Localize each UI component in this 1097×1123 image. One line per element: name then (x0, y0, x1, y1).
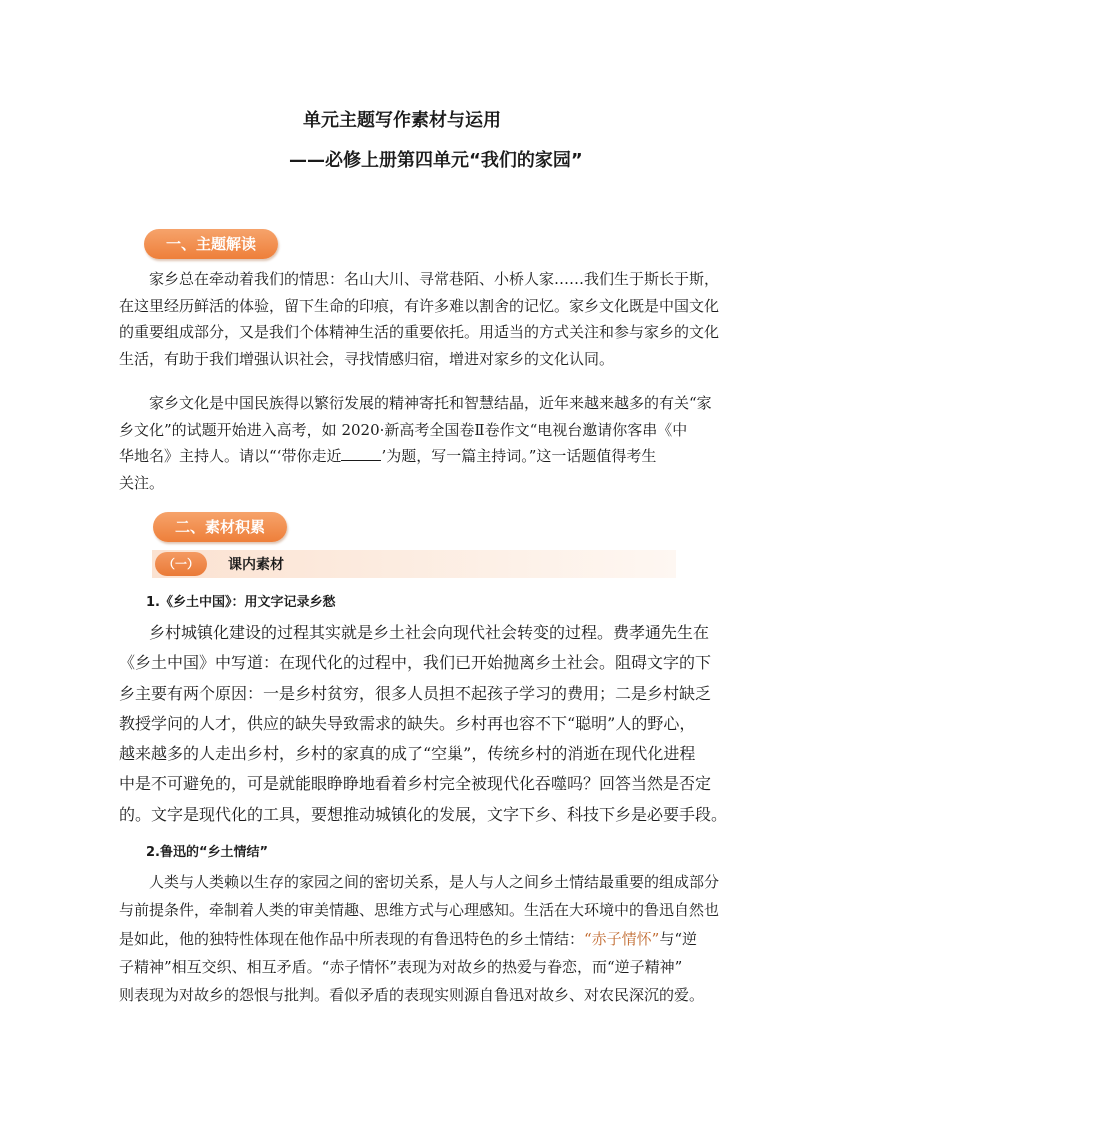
text-line: 关注。 (119, 474, 165, 493)
text-line: 则表现为对故乡的怨恨与批判。看似矛盾的表现实则源自鲁迅对故乡、对农民深沉的爱。 (119, 986, 705, 1005)
text-line: 人类与人类赖以生存的家园之间的密切关系，是人与人之间乡土情结最重要的组成部分 (149, 873, 720, 891)
text-line: 在这里经历鲜活的体验，留下生命的印痕，有许多难以割舍的记忆。家乡文化既是中国文化 (119, 296, 720, 315)
text-line (119, 443, 677, 470)
text-line: 《乡土中国》中写道：在现代化的过程中，我们已开始抛离乡土社会。阻碍文字的下 (119, 653, 712, 673)
text-line: 的。文字是现代化的工具，要想推动城镇化的发展，文字下乡、科技下乡是必要手段。 (119, 804, 728, 824)
paragraph-item-2 (119, 868, 720, 1009)
text-line: 乡主要有两个原因：一是乡村贫穷，很多人员担不起孩子学习的费用；二是乡村缺乏 (119, 683, 712, 703)
section-tab-materials: 二、素材积累 (153, 512, 287, 542)
document-subtitle: ——必修上册第四单元“我们的家园” (289, 150, 583, 171)
text-fragment: 华地名》主持人。请以“‘带你走近 (119, 447, 342, 466)
item-heading-1: 1.《乡土中国》：用文字记录乡愁 (146, 595, 336, 610)
text-line: 的重要组成部分，又是我们个体精神生活的重要依托。用适当的方式关注和参与家乡的文化 (119, 323, 720, 342)
subsection-badge: （一） (155, 552, 207, 576)
text-fragment: ’为题，写一篇主持词。”这一话题值得考生 (381, 447, 657, 466)
text-fragment: 与“逆 (659, 929, 698, 948)
text-line (119, 925, 698, 953)
fill-in-blank (341, 446, 381, 461)
text-line: 家乡总在牵动着我们的情思：名山大川、寻常巷陌、小桥人家……我们生于斯长于斯， (149, 270, 720, 288)
subsection-title: 课内素材 (228, 557, 284, 573)
text-line: 家乡文化是中国民族得以繁衍发展的精神寄托和智慧结晶，近年来越来越多的有关“家 (149, 394, 712, 412)
text-line: 越来越多的人走出乡村，乡村的家真的成了“空巢”，传统乡村的消逝在现代化进程 (119, 744, 696, 764)
text-line: 乡村城镇化建设的过程其实就是乡土社会向现代社会转变的过程。费孝通先生在 (149, 623, 710, 642)
text-line: 乡文化”的试题开始进入高考，如 2020·新高考全国卷Ⅱ卷作文“电视台邀请你客串《中 (119, 420, 688, 439)
item-heading-2: 2.鲁迅的“乡土情结” (146, 845, 269, 860)
text-fragment: 是如此，他的独特性体现在他作品中所表现的有鲁迅特色的乡土情结： (119, 929, 585, 948)
text-line: 子精神”相互交织、相互矛盾。“赤子情怀”表现为对故乡的热爱与眷恋，而“逆子精神” (119, 957, 683, 976)
text-line: 教授学问的人才，供应的缺失导致需求的缺失。乡村再也容不下“聪明”人的野心， (119, 713, 696, 733)
highlight-phrase: “赤子情怀” (584, 929, 660, 948)
paragraph-theme-2 (119, 390, 712, 497)
text-line: 中是不可避免的，可是就能眼睁睁地看着乡村完全被现代化吞噬吗？回答当然是否定 (119, 774, 712, 794)
paragraph-item-1 (119, 618, 728, 830)
document-title: 单元主题写作素材与运用 (303, 110, 501, 131)
text-line: 生活，有助于我们增强认识社会，寻找情感归宿，增进对家乡的文化认同。 (119, 350, 615, 369)
section-tab-theme: 一、主题解读 (144, 229, 278, 259)
paragraph-theme-1 (119, 266, 720, 373)
text-line: 与前提条件，牵制着人类的审美情趣、思维方式与心理感知。生活在大环境中的鲁迅自然也 (119, 901, 720, 920)
